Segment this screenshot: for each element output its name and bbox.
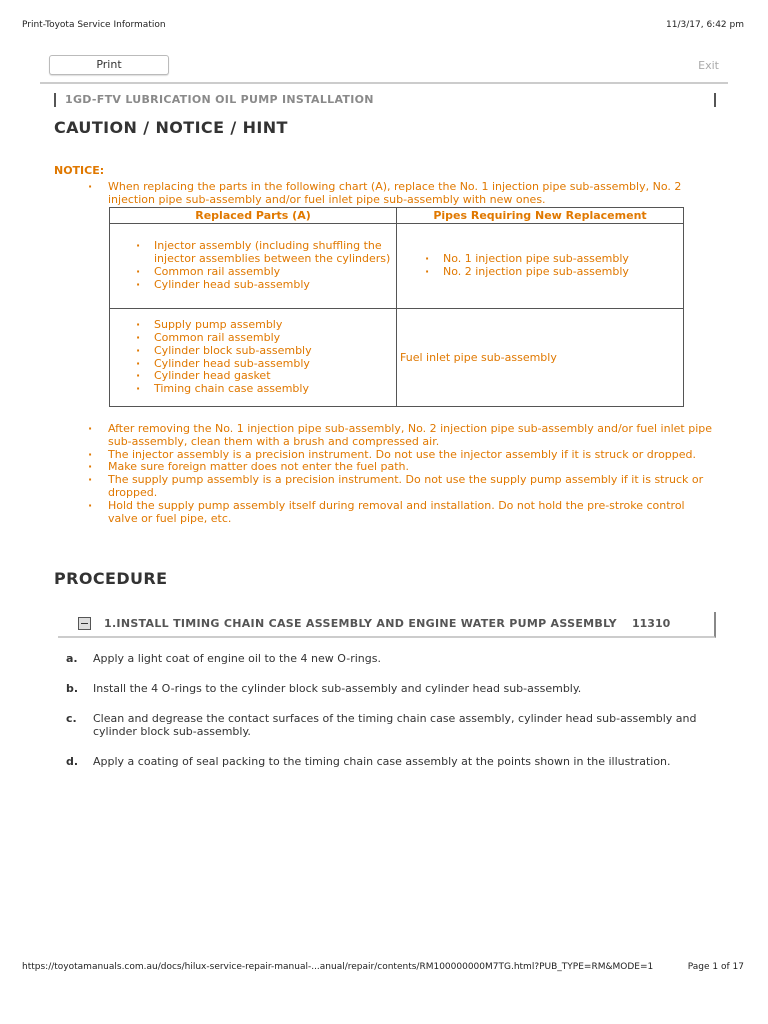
substep-a xyxy=(66,653,706,666)
list-item: · Hold the supply pump assembly itself during removal and installation. Do not hold the pre-stroke control valve or fuel pipe, etc. xyxy=(84,500,714,526)
list-item: · Make sure foreign matter does not enter the fuel path. xyxy=(84,461,714,474)
list-item: · Timing chain case assembly xyxy=(110,383,396,396)
collapse-icon[interactable] xyxy=(78,617,91,630)
list-item: · Injector assembly (including shuffling the injector assemblies between the cylinders) xyxy=(110,240,396,266)
table-cell-pipes xyxy=(397,224,684,309)
footer-page-number: Page 1 of 17 xyxy=(687,962,744,972)
notice-items-list xyxy=(84,423,714,525)
substep-text: Apply a light coat of engine oil to the 4 new O-rings. xyxy=(93,652,381,665)
footer-url: https://toyotamanuals.com.au/docs/hilux-service-repair-manual-...anual/repair/contents/RM100000000M7TG.html?PUB_TYPE=RM&MODE=1 xyxy=(22,962,654,972)
list-item: · Supply pump assembly xyxy=(110,319,396,332)
table-cell-text: Fuel inlet pipe sub-assembly xyxy=(400,351,557,364)
table-cell-parts xyxy=(110,224,397,309)
substep-letter: d. xyxy=(66,755,79,768)
list-item: · Common rail assembly xyxy=(110,332,396,345)
substep-c xyxy=(66,713,706,739)
step-title: 1.INSTALL TIMING CHAIN CASE ASSEMBLY AND ENGINE WATER PUMP ASSEMBLY xyxy=(104,617,617,630)
substep-text: Install the 4 O-rings to the cylinder block sub-assembly and cylinder head sub-assembly. xyxy=(93,682,582,695)
breadcrumb: 1GD-FTV LUBRICATION OIL PUMP INSTALLATION xyxy=(54,93,374,107)
table-row xyxy=(110,224,684,309)
list-item: · The supply pump assembly is a precision instrument. Do not use the supply pump assembly if it is struck or dropped. xyxy=(84,474,714,500)
list-item: · The injector assembly is a precision instrument. Do not use the injector assembly if it is struck or dropped. xyxy=(84,449,714,462)
table-header: Replaced Parts (A) xyxy=(110,208,397,224)
list-item: · Cylinder block sub-assembly xyxy=(110,345,396,358)
list-item: · After removing the No. 1 injection pipe sub-assembly, No. 2 injection pipe sub-assembly and/or fuel inlet pipe sub-assembly, clean them with a brush and compressed air. xyxy=(84,423,714,449)
table-row xyxy=(110,309,684,407)
procedure-heading: PROCEDURE xyxy=(54,569,168,588)
list-item: · Common rail assembly xyxy=(110,266,396,279)
exit-link[interactable]: Exit xyxy=(698,59,719,72)
table-cell-parts xyxy=(110,309,397,407)
notice-intro-list xyxy=(84,181,714,207)
print-header-title: Print-Toyota Service Information xyxy=(22,20,166,30)
table-header: Pipes Requiring New Replacement xyxy=(397,208,684,224)
list-item: · When replacing the parts in the following chart (A), replace the No. 1 injection pipe sub-assembly, No. 2 injection pipe sub-assembly and/or fuel inlet pipe sub-assembly with new ones. xyxy=(84,181,714,207)
caution-heading: CAUTION / NOTICE / HINT xyxy=(54,118,288,137)
list-item: · No. 1 injection pipe sub-assembly xyxy=(397,253,683,266)
print-button[interactable]: Print xyxy=(49,55,169,75)
step-header[interactable] xyxy=(58,612,716,638)
substep-letter: b. xyxy=(66,682,79,695)
replacement-table xyxy=(109,207,684,407)
table-header-row xyxy=(110,208,684,224)
substep-text: Clean and degrease the contact surfaces of the timing chain case assembly, cylinder head sub-assembly and cylinder block sub-assembly. xyxy=(93,712,697,738)
table-cell-pipes xyxy=(397,309,684,407)
list-item: · Cylinder head sub-assembly xyxy=(110,279,396,292)
list-item: · Cylinder head sub-assembly xyxy=(110,358,396,371)
list-item: · No. 2 injection pipe sub-assembly xyxy=(397,266,683,279)
print-header-datetime: 11/3/17, 6:42 pm xyxy=(666,20,744,30)
substep-text: Apply a coating of seal packing to the timing chain case assembly at the points shown in the illustration. xyxy=(93,755,671,768)
substep-b xyxy=(66,683,706,696)
substep-d xyxy=(66,756,706,769)
substep-letter: c. xyxy=(66,712,77,725)
list-item: · Cylinder head gasket xyxy=(110,370,396,383)
toolbar-divider xyxy=(40,82,728,84)
step-code: 11310 xyxy=(632,617,671,630)
substep-letter: a. xyxy=(66,652,78,665)
notice-title: NOTICE: xyxy=(54,164,105,177)
breadcrumb-end-marker xyxy=(714,93,716,107)
